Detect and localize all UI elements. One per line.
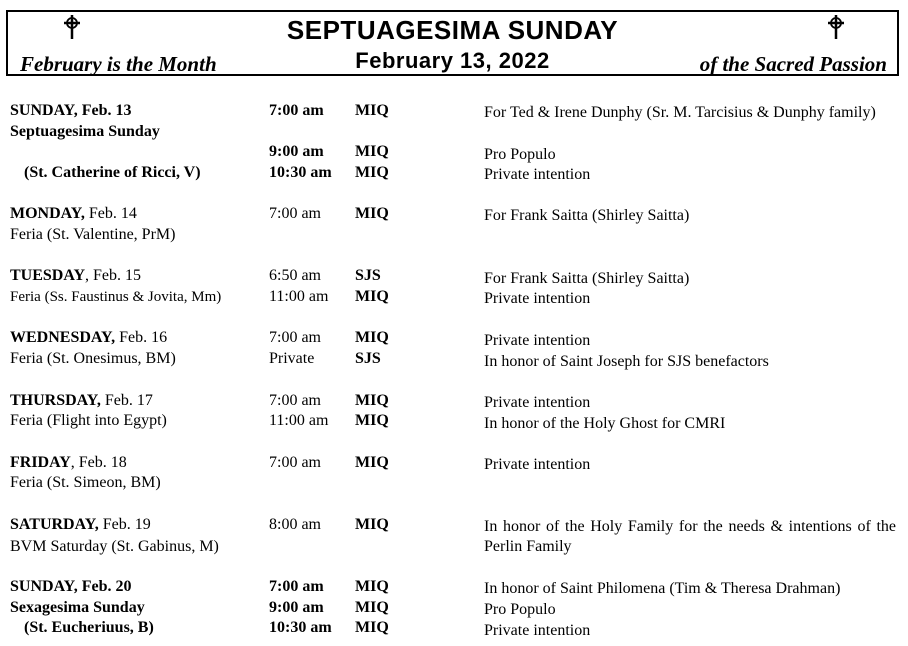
bulletin-date: February 13, 2022 bbox=[355, 48, 550, 73]
mass-intention: Pro Populo bbox=[484, 146, 556, 163]
mass-intention: In honor of Saint Joseph for SJS benefactors bbox=[484, 353, 769, 370]
feast-commemoration: (St. Catherine of Ricci, V) bbox=[24, 164, 201, 181]
day-label: MONDAY, Feb. 14 bbox=[10, 205, 137, 222]
day-label: TUESDAY, Feb. 15 bbox=[10, 267, 141, 284]
day-label: WEDNESDAY, Feb. 16 bbox=[10, 329, 168, 346]
mass-intention: Private intention bbox=[484, 332, 591, 349]
day-label: SUNDAY, Feb. 20 bbox=[10, 578, 132, 595]
day-label: SATURDAY, Feb. 19 bbox=[10, 516, 151, 533]
mass-intention: Private intention bbox=[484, 290, 591, 307]
mass-celebrant: MIQ bbox=[355, 619, 389, 636]
mass-intention: In honor of the Holy Family for the needs & intentions of the Perlin Family bbox=[484, 518, 896, 555]
mass-intention: Private intention bbox=[484, 394, 591, 411]
page-title: SEPTUAGESIMA SUNDAY bbox=[286, 15, 619, 45]
mass-time: 10:30 am bbox=[269, 164, 332, 181]
mass-time: 10:30 am bbox=[269, 619, 332, 636]
mass-time: 6:50 am bbox=[269, 267, 321, 284]
mass-celebrant: MIQ bbox=[355, 454, 389, 471]
mass-time: 7:00 am bbox=[269, 454, 321, 471]
mass-intention: For Ted & Irene Dunphy (Sr. M. Tarcisius & Dunphy family) bbox=[484, 104, 876, 121]
mass-intention: Private intention bbox=[484, 622, 591, 639]
mass-celebrant: MIQ bbox=[355, 412, 389, 429]
mass-celebrant: MIQ bbox=[355, 288, 389, 305]
mass-celebrant: MIQ bbox=[355, 143, 389, 160]
mass-celebrant: MIQ bbox=[355, 516, 389, 533]
celtic-cross-icon bbox=[826, 14, 846, 40]
mass-intention: For Frank Saitta (Shirley Saitta) bbox=[484, 207, 690, 224]
day-label: THURSDAY, Feb. 17 bbox=[10, 392, 153, 409]
mass-celebrant: SJS bbox=[355, 350, 381, 367]
feast-label: Feria (St. Simeon, BM) bbox=[10, 474, 161, 491]
month-dedication-left: February is the Month bbox=[20, 52, 217, 76]
mass-time: 7:00 am bbox=[269, 205, 321, 222]
feast-label: Sexagesima Sunday bbox=[10, 599, 145, 616]
day-label: FRIDAY, Feb. 18 bbox=[10, 454, 127, 471]
feast-label: Feria (Flight into Egypt) bbox=[10, 412, 167, 429]
mass-celebrant: SJS bbox=[355, 267, 381, 284]
mass-time: 8:00 am bbox=[269, 516, 321, 533]
mass-intention: For Frank Saitta (Shirley Saitta) bbox=[484, 270, 690, 287]
feast-label: BVM Saturday (St. Gabinus, M) bbox=[10, 538, 219, 555]
mass-time: 11:00 am bbox=[269, 288, 329, 305]
feast-label: Feria (Ss. Faustinus & Jovita, Mm) bbox=[10, 289, 222, 305]
mass-celebrant: MIQ bbox=[355, 164, 389, 181]
mass-time: 7:00 am bbox=[269, 329, 321, 346]
day-label: SUNDAY, Feb. 13 bbox=[10, 102, 132, 119]
mass-intention: In honor of Saint Philomena (Tim & Theresa Drahman) bbox=[484, 580, 841, 597]
feast-label: Feria (St. Onesimus, BM) bbox=[10, 350, 176, 367]
mass-time: 9:00 am bbox=[269, 599, 324, 616]
mass-celebrant: MIQ bbox=[355, 578, 389, 595]
mass-celebrant: MIQ bbox=[355, 329, 389, 346]
feast-commemoration: (St. Eucheriuus, B) bbox=[24, 619, 154, 636]
mass-intention: Private intention bbox=[484, 166, 591, 183]
mass-time: 9:00 am bbox=[269, 143, 324, 160]
mass-intention: Pro Populo bbox=[484, 601, 556, 618]
mass-time: 7:00 am bbox=[269, 102, 324, 119]
bulletin-header bbox=[6, 10, 899, 76]
mass-celebrant: MIQ bbox=[355, 102, 389, 119]
mass-time: 11:00 am bbox=[269, 412, 329, 429]
mass-intention: In honor of the Holy Ghost for CMRI bbox=[484, 415, 726, 432]
mass-time: 7:00 am bbox=[269, 578, 324, 595]
feast-label: Feria (St. Valentine, PrM) bbox=[10, 226, 176, 243]
month-dedication-right: of the Sacred Passion bbox=[699, 52, 887, 76]
mass-time: 7:00 am bbox=[269, 392, 321, 409]
mass-celebrant: MIQ bbox=[355, 205, 389, 222]
mass-celebrant: MIQ bbox=[355, 392, 389, 409]
mass-intention: Private intention bbox=[484, 456, 591, 473]
feast-label: Septuagesima Sunday bbox=[10, 123, 160, 140]
mass-celebrant: MIQ bbox=[355, 599, 389, 616]
mass-time: Private bbox=[269, 350, 315, 367]
